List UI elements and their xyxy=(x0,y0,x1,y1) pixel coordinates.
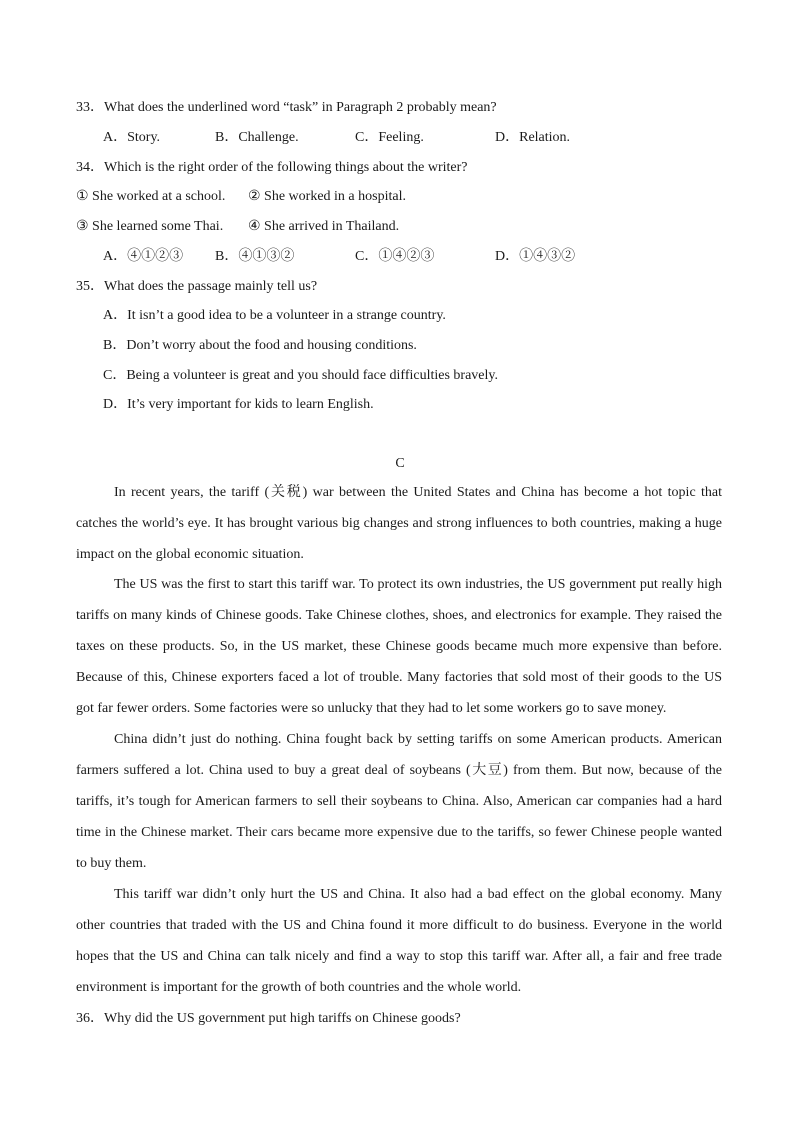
passage-line: This tariff war didn’t only hurt the US and China. It also had a bad effect on the global economy. Many xyxy=(114,887,722,902)
passage-line: The US was the first to start this tariff war. To protect its own industries, the US government put really high xyxy=(114,577,722,592)
question-34-option-d[interactable]: D．①④③② xyxy=(495,249,576,264)
question-35-option-a[interactable]: A．It isn’t a good idea to be a volunteer in a strange country. xyxy=(103,308,446,323)
passage-line: to buy them. xyxy=(76,856,147,871)
passage-line: Because of this, Chinese exporters faced a lot of trouble. Many factories that sold most of their goods to the US xyxy=(76,670,722,685)
passage-line: farmers suffered a lot. China used to buy a great deal of soybeans (大豆) from them. But now, because of the xyxy=(76,763,722,778)
question-36-stem: 36．Why did the US government put high tariffs on Chinese goods? xyxy=(76,1011,461,1026)
question-34-option-b[interactable]: B．④①③② xyxy=(215,249,295,264)
question-34-stem: 34．Which is the right order of the following things about the writer? xyxy=(76,160,468,175)
question-33-stem: 33．What does the underlined word “task” in Paragraph 2 probably mean? xyxy=(76,100,497,115)
question-34-item-4: ④ She arrived in Thailand. xyxy=(248,219,400,234)
question-35-option-d[interactable]: D．It’s very important for kids to learn English. xyxy=(103,397,374,412)
question-33-option-d[interactable]: D．Relation. xyxy=(495,130,571,145)
question-34-option-a[interactable]: A．④①②③ xyxy=(103,249,184,264)
question-34-item-2: ② She worked in a hospital. xyxy=(248,189,406,204)
passage-line: taxes on these products. So, in the US market, these Chinese goods became much more expensive than before. xyxy=(76,639,722,654)
question-35-option-c[interactable]: C．Being a volunteer is great and you should face difficulties bravely. xyxy=(103,368,499,383)
question-34-option-c[interactable]: C．①④②③ xyxy=(355,249,435,264)
passage-line: tariffs on many kinds of Chinese goods. Take Chinese clothes, shoes, and electronics for example. They raised the xyxy=(76,608,722,623)
passage-line: hopes that the US and China can talk nicely and find a way to stop this tariff war. After all, a fair and free trade xyxy=(76,949,722,964)
question-33-option-a[interactable]: A．Story. xyxy=(103,130,161,145)
question-34-item-1: ① She worked at a school. xyxy=(76,189,226,204)
question-34-item-3: ③ She learned some Thai. xyxy=(76,219,224,234)
passage-line: other countries that traded with the US and China found it more difficult to do business. Everyone in the world xyxy=(76,918,722,933)
passage-line: time in the Chinese market. Their cars became more expensive due to the tariffs, so fewer Chinese people wanted xyxy=(76,825,722,840)
question-33-option-c[interactable]: C．Feeling. xyxy=(355,130,424,145)
passage-line: catches the world’s eye. It has brought various big changes and strong influences to both countries, making a huge xyxy=(76,516,722,531)
section-heading: C xyxy=(395,456,405,471)
passage-line: environment is important for the growth of both countries and the whole world. xyxy=(76,980,522,995)
question-33-option-b[interactable]: B．Challenge. xyxy=(215,130,299,145)
passage-line: China didn’t just do nothing. China fought back by setting tariffs on some American products. American xyxy=(114,732,722,747)
passage-line: In recent years, the tariff (关税) war between the United States and China has become a hot topic that xyxy=(114,485,722,500)
question-35-option-b[interactable]: B．Don’t worry about the food and housing conditions. xyxy=(103,338,417,353)
passage-line: impact on the global economic situation. xyxy=(76,547,304,562)
passage-line: tariffs, it’s tough for American farmers to sell their soybeans to China. Also, American car companies had a hard xyxy=(76,794,722,809)
question-35-stem: 35．What does the passage mainly tell us? xyxy=(76,279,318,294)
passage-line: got far fewer orders. Some factories were so unlucky that they had to let some workers go to save money. xyxy=(76,701,667,716)
